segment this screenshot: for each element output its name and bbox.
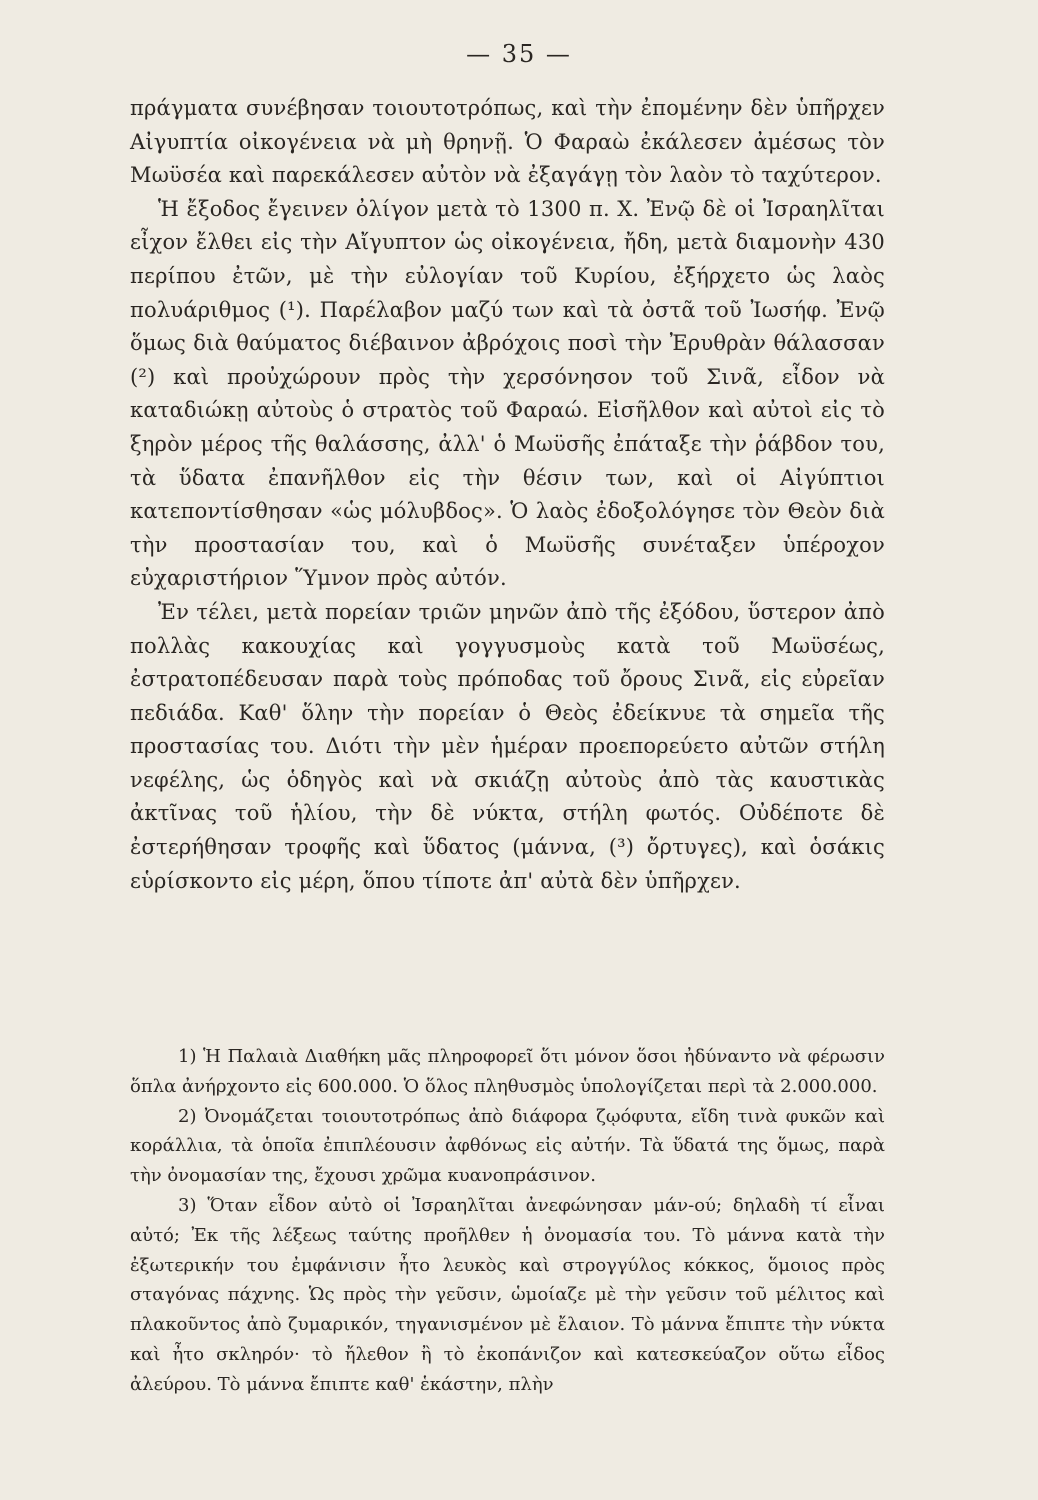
main-text [130,92,885,898]
paragraph-2: Ἡ ἔξοδος ἔγεινεν ὀλίγον μετὰ τὸ 1300 π. Χ. Ἐνῷ δὲ οἱ Ἰσραηλῖται εἶχον ἔλθει εἰς τὴν Αἴγυπτον ὡς οἰκογένεια, ἤδη, μετὰ διαμονὴν 430 περίπου ἐτῶν, μὲ τὴν εὐλογίαν τοῦ Κυρίου, ἐξήρχετο ὡς λαὸς πολυάριθμος (¹). Παρέλαβον μαζύ των καὶ τὰ ὀστᾶ τοῦ Ἰωσήφ. Ἐνῷ ὅμως διὰ θαύματος διέβαινον ἀβρόχοις ποσὶ τὴν Ἐρυθρὰν θάλασσαν (²) καὶ προὐχώρουν πρὸς τὴν χερσόνησον τοῦ Σινᾶ, εἶδον νὰ καταδιώκῃ αὐτοὺς ὁ στρατὸς τοῦ Φαραώ. Εἰσῆλθον καὶ αὐτοὶ εἰς τὸ ξηρὸν μέρος τῆς θαλάσσης, ἀλλ' ὁ Μωϋσῆς ἐπάταξε τὴν ῥάβδον του, τὰ ὕδατα ἐπανῆλθον εἰς τὴν θέσιν των, καὶ οἱ Αἰγύπτιοι κατεποντίσθησαν «ὡς μόλυβδος». Ὁ λαὸς ἐδοξολόγησε τὸν Θεὸν διὰ τὴν προστασίαν του, καὶ ὁ Μωϋσῆς συνέταξεν ὑπέροχον εὐχαριστήριον Ὕμνον πρὸς αὐτόν. [130,196,885,591]
paragraph-1: πράγματα συνέβησαν τοιουτοτρόπως, καὶ τὴν ἐπομένην δὲν ὑπῆρχεν Αἰγυπτία οἰκογένεια νὰ μὴ θρηνῇ. Ὁ Φαραὼ ἐκάλεσεν ἀμέσως τὸν Μωϋσέα καὶ παρεκάλεσεν αὐτὸν νὰ ἐξαγάγῃ τὸν λαὸν τὸ ταχύτερον. [130,96,885,188]
paragraph-3: Ἐν τέλει, μετὰ πορείαν τριῶν μηνῶν ἀπὸ τῆς ἐξόδου, ὕστερον ἀπὸ πολλὰς κακουχίας καὶ γογγυσμοὺς κατὰ τοῦ Μωϋσέως, ἐστρατοπέδευσαν παρὰ τοὺς πρόποδας τοῦ ὄρους Σινᾶ, εἰς εὐρεῖαν πεδιάδα. Καθ' ὅλην τὴν πορείαν ὁ Θεὸς ἐδείκνυε τὰ σημεῖα τῆς προστασίας του. Διότι τὴν μὲν ἡμέραν προεπορεύετο αὐτῶν στήλη νεφέλης, ὡς ὁδηγὸς καὶ νὰ σκιάζῃ αὐτοὺς ἀπὸ τὰς καυστικὰς ἀκτῖνας τοῦ ἡλίου, τὴν δὲ νύκτα, στήλη φωτός. Οὐδέποτε δὲ ἐστερήθησαν τροφῆς καὶ ὕδατος (μάννα, (³) ὄρτυγες), καὶ ὁσάκις εὑρίσκοντο εἰς μέρη, ὅπου τίποτε ἀπ' αὐτὰ δὲν ὑπῆρχεν. [130,599,885,893]
footnote-2: 2) Ὀνομάζεται τοιουτοτρόπως ἀπὸ διάφορα ζῳόφυτα, εἴδη τινὰ φυκῶν καὶ κοράλλια, τὰ ὁποῖα ἐπιπλέουσιν ἀφθόνως εἰς αὐτήν. Τὰ ὕδατά της ὅμως, παρὰ τὴν ὀνομασίαν της, ἔχουσι χρῶμα κυανοπράσινον. [130,1105,885,1187]
footnote-3: 3) Ὅταν εἶδον αὐτὸ οἱ Ἰσραηλῖται ἀνεφώνησαν μάν-ού; δηλαδὴ τί εἶναι αὐτό; Ἐκ τῆς λέξεως ταύτης προῆλθεν ἡ ὀνομασία του. Τὸ μάννα κατὰ τὴν ἐξωτερικήν του ἐμφάνισιν ἦτο λευκὸς καὶ στρογγύλος κόκκος, ὅμοιος πρὸς σταγόνας πάχνης. Ὡς πρὸς τὴν γεῦσιν, ὡμοίαζε μὲ τὴν γεῦσιν τοῦ μέλιτος καὶ πλακοῦντος ἀπὸ ζυμαρικόν, τηγανισμένον μὲ ἔλαιον. Τὸ μάννα ἔπιπτε τὴν νύκτα καὶ ἦτο σκληρόν· τὸ ἤλεθον ἢ τὸ ἐκοπάνιζον καὶ κατεσκεύαζον οὕτω εἶδος ἀλεύρου. Τὸ μάννα ἔπιπτε καθ' ἑκάστην, πλὴν [130,1194,885,1395]
footnote-separator [130,1005,885,1006]
footnote-1: 1) Ἡ Παλαιὰ Διαθήκη μᾶς πληροφορεῖ ὅτι μόνον ὅσοι ἠδύναντο νὰ φέρωσιν ὅπλα ἀνήρχοντο εἰς 600.000. Ὁ ὅλος πληθυσμὸς ὑπολογίζεται περὶ τὰ 2.000.000. [130,1046,885,1097]
footnotes [130,1042,885,1400]
page-number: — 35 — [466,40,572,68]
